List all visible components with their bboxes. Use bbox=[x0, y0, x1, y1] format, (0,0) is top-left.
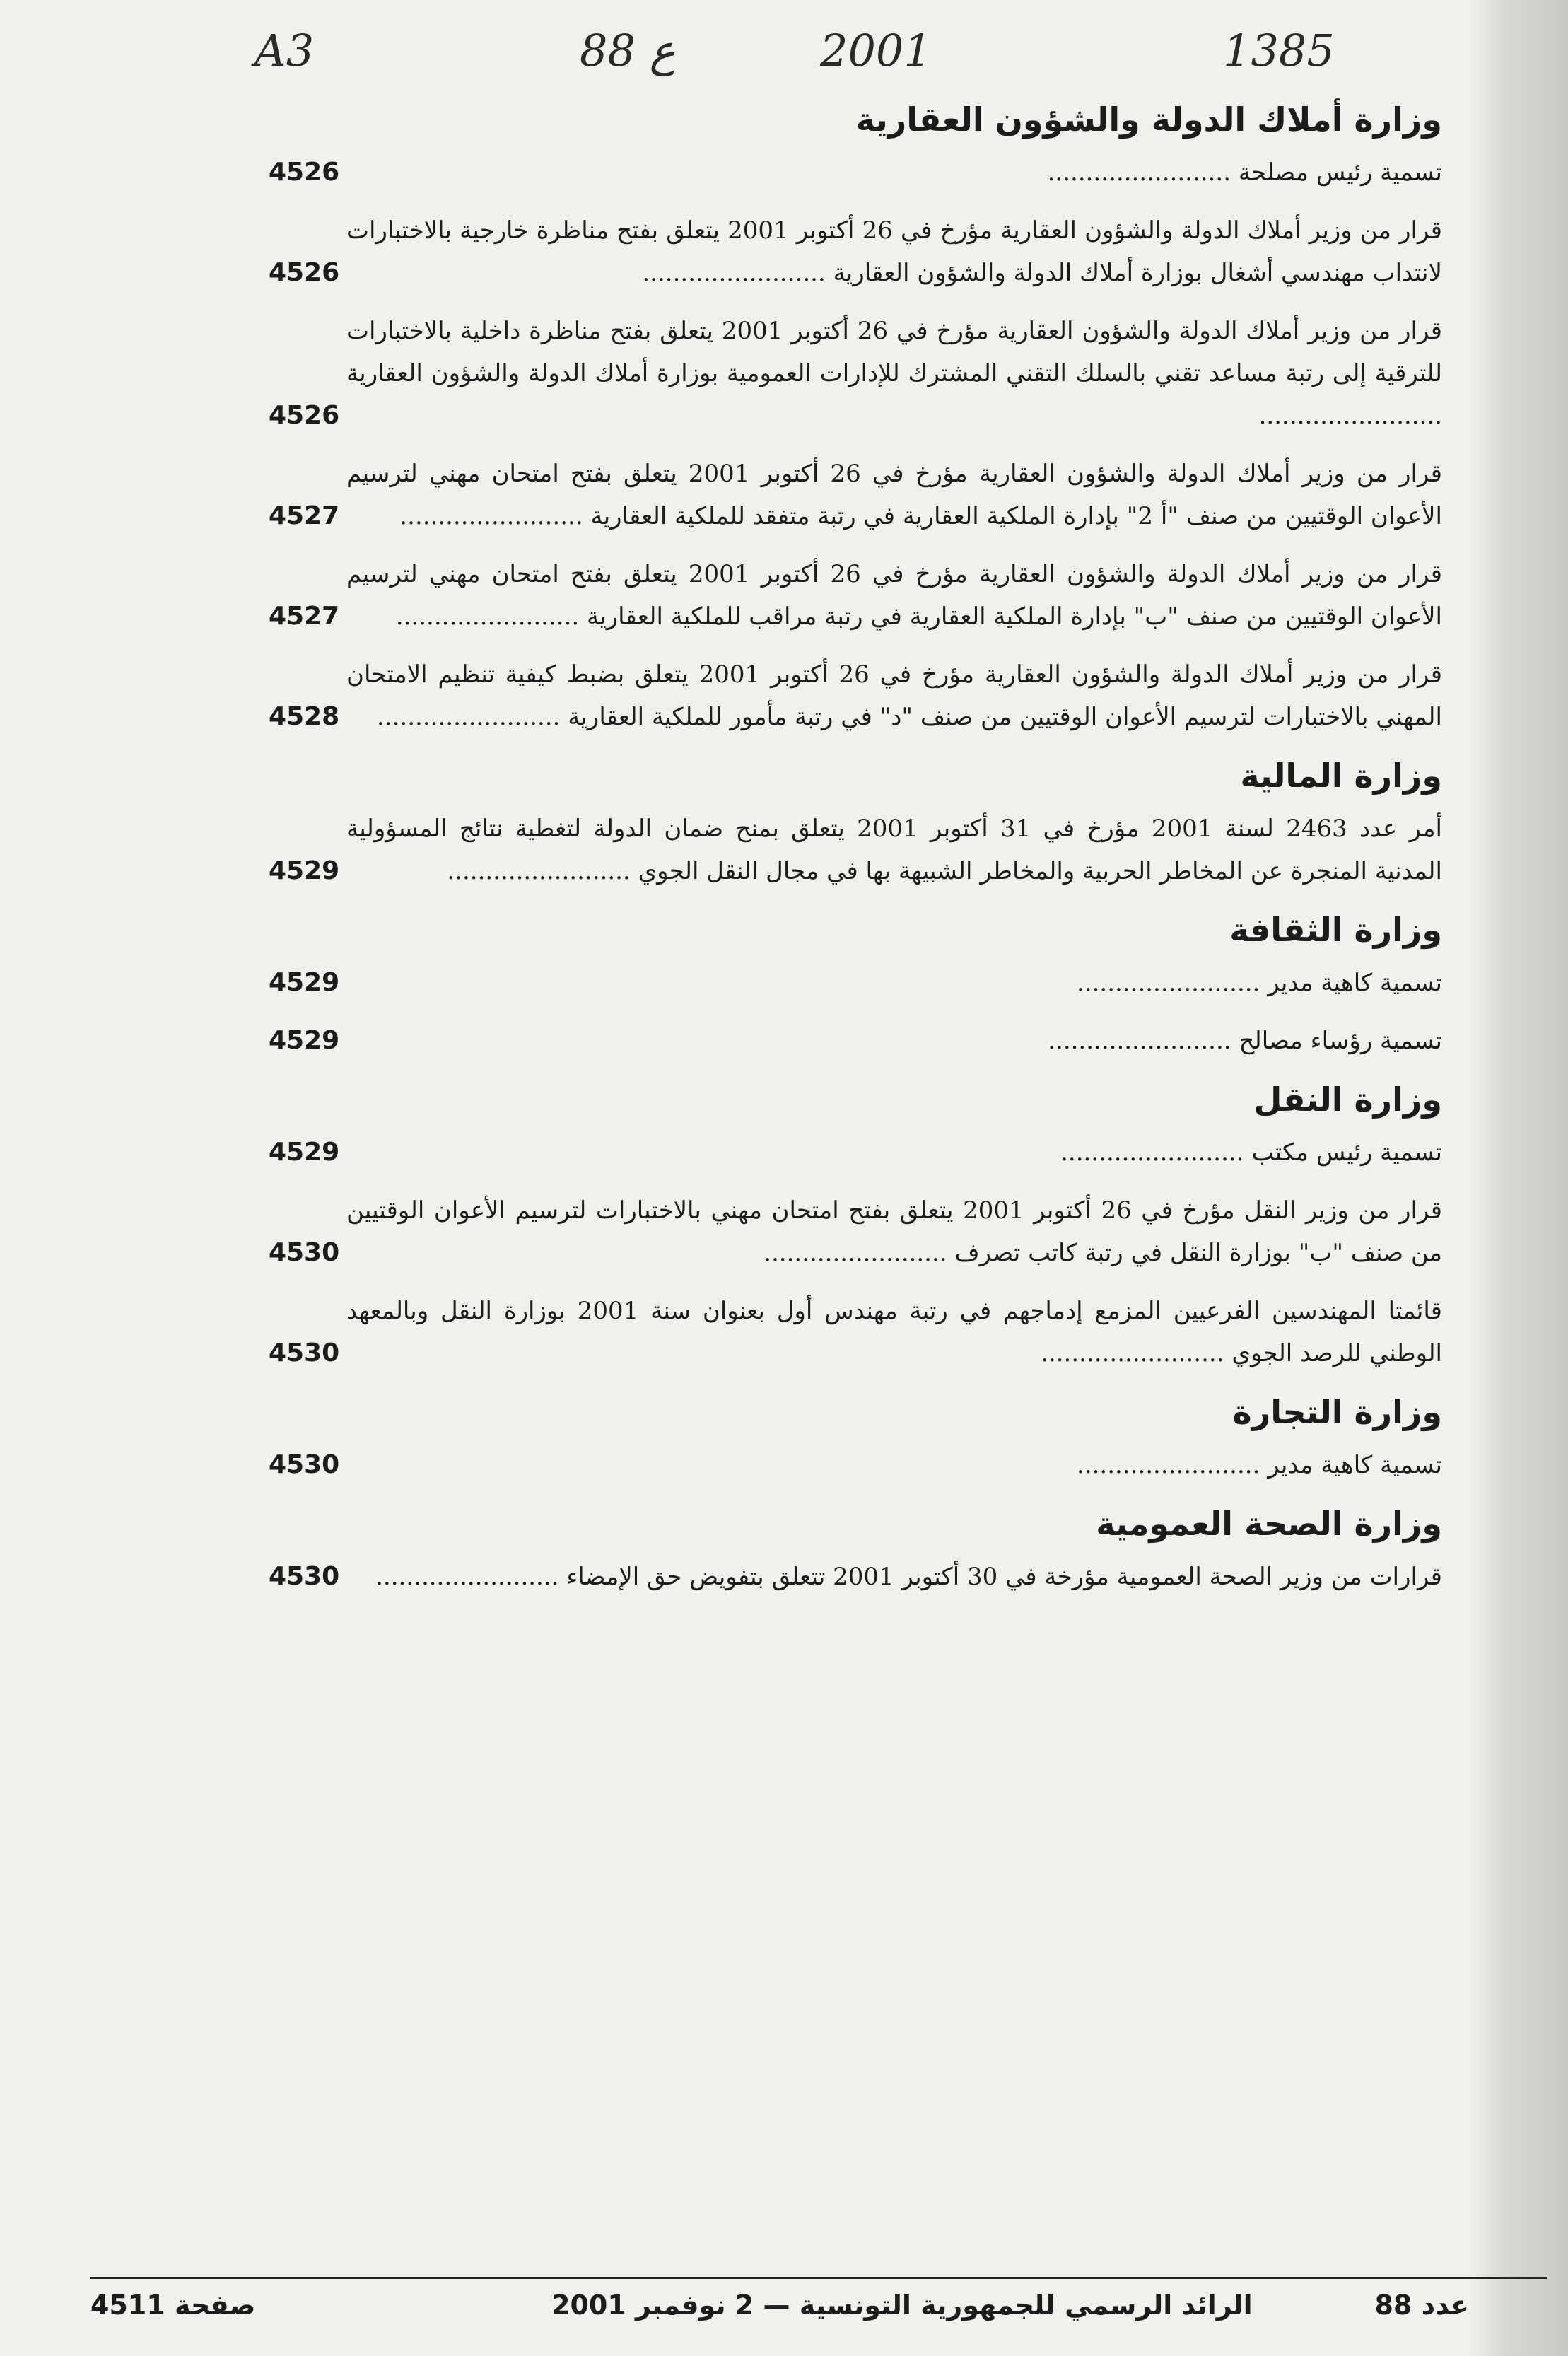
toc-entry-text: قرار من وزير أملاك الدولة والشؤون العقارية مؤرخ في 26 أكتوبر 2001 يتعلق بفتح امتحان مهني لترسيم الأعوان الوقتيين من صنف "أ 2" بإدارة الملكية العقارية في رتبة متفقد للملكية العقارية bbox=[346, 460, 1442, 530]
leader-dots: ........................ bbox=[1076, 1451, 1268, 1479]
toc-entry-text: تسمية رؤساء مصالح bbox=[1239, 1027, 1442, 1055]
toc-page-number: 4530 bbox=[269, 1339, 340, 1367]
footer-page-number: صفحة 4511 bbox=[90, 2290, 256, 2321]
toc-page-number: 4529 bbox=[269, 1026, 340, 1055]
toc-entry-text: تسمية كاهية مدير bbox=[1268, 969, 1442, 997]
toc-entry-text: تسمية رئيس مكتب bbox=[1251, 1138, 1442, 1167]
leader-dots: ........................ bbox=[399, 502, 591, 530]
toc-page-number: 4530 bbox=[269, 1450, 340, 1479]
toc-entry bbox=[269, 962, 1442, 1004]
toc-page-number: 4529 bbox=[269, 1138, 340, 1167]
toc-entry bbox=[269, 1290, 1442, 1375]
toc-page-number: 4527 bbox=[269, 501, 340, 530]
toc-page-number: 4526 bbox=[269, 401, 340, 430]
leader-dots: ........................ bbox=[1041, 1339, 1232, 1367]
leader-dots: ........................ bbox=[642, 259, 833, 287]
handwritten-mark-issue: 88 ع bbox=[580, 25, 676, 76]
toc-entry bbox=[269, 553, 1442, 638]
toc-entry-text: أمر عدد 2463 لسنة 2001 مؤرخ في 31 أكتوبر 2001 يتعلق بمنح ضمان الدولة لتغطية نتائج المسؤولية المدنية المنجرة عن المخاطر الحربية والمخاطر الشبيهة بها في مجال النقل الجوي bbox=[346, 815, 1443, 885]
ministry-heading: وزارة التجارة bbox=[1232, 1393, 1442, 1431]
footer-issue-number: عدد 88 bbox=[1374, 2290, 1469, 2321]
toc-entry-text: قرارات من وزير الصحة العمومية مؤرخة في 30 أكتوبر 2001 تتعلق بتفويض حق الإمضاء bbox=[566, 1563, 1442, 1591]
footer-journal-title: الرائد الرسمي للجمهورية التونسية — 2 نوفمبر 2001 bbox=[551, 2290, 1253, 2321]
toc-entry-text: قرار من وزير أملاك الدولة والشؤون العقارية مؤرخ في 26 أكتوبر 2001 يتعلق بفتح مناظرة داخلية بالاختبارات للترقية إلى رتبة مساعد تقني بالسلك التقني المشترك للإدارات العمومية بوزارة أملاك الدولة والشؤون العقارية bbox=[346, 317, 1442, 387]
leader-dots: ........................ bbox=[1060, 1138, 1252, 1167]
leader-dots: ........................ bbox=[447, 857, 638, 885]
toc-entry-text: قرار من وزير أملاك الدولة والشؤون العقارية مؤرخ في 26 أكتوبر 2001 يتعلق بفتح مناظرة خارجية بالاختبارات لانتداب مهندسي أشغال بوزارة أملاك الدولة والشؤون العقارية bbox=[346, 216, 1442, 287]
toc-entry bbox=[269, 1189, 1442, 1274]
leader-dots: ........................ bbox=[763, 1239, 955, 1267]
toc-entry bbox=[269, 209, 1442, 294]
table-of-contents bbox=[269, 85, 1442, 1614]
toc-page-number: 4530 bbox=[269, 1562, 340, 1591]
toc-page-number: 4528 bbox=[269, 702, 340, 731]
toc-page-number: 4527 bbox=[269, 602, 340, 631]
handwritten-mark-year: 2001 bbox=[820, 25, 932, 76]
leader-dots: ........................ bbox=[1047, 158, 1239, 187]
footer-rule bbox=[90, 2277, 1547, 2279]
toc-entry-text: تسمية رئيس مصلحة bbox=[1238, 158, 1442, 187]
toc-entry bbox=[269, 1131, 1442, 1174]
ministry-heading: وزارة المالية bbox=[1240, 757, 1442, 795]
ministry-heading: وزارة أملاك الدولة والشؤون العقارية bbox=[855, 100, 1442, 139]
toc-entry-text: قرار من وزير أملاك الدولة والشؤون العقارية مؤرخ في 26 أكتوبر 2001 يتعلق بفتح امتحان مهني لترسيم الأعوان الوقتيين من صنف "ب" بإدارة الملكية العقارية في رتبة مراقب للملكية العقارية bbox=[346, 560, 1442, 631]
ministry-heading: وزارة الصحة العمومية bbox=[1096, 1505, 1442, 1543]
toc-entry bbox=[269, 1020, 1442, 1062]
toc-page-number: 4529 bbox=[269, 856, 340, 885]
leader-dots: ........................ bbox=[1076, 969, 1268, 997]
ministry-heading: وزارة النقل bbox=[1253, 1080, 1442, 1119]
handwritten-mark-a3: A3 bbox=[254, 25, 315, 76]
leader-dots: ........................ bbox=[395, 602, 587, 631]
leader-dots: ........................ bbox=[377, 703, 568, 731]
toc-page-number: 4529 bbox=[269, 968, 340, 997]
toc-entry bbox=[269, 807, 1442, 892]
ministry-heading: وزارة الثقافة bbox=[1229, 911, 1442, 949]
handwritten-mark-number: 1385 bbox=[1223, 25, 1335, 76]
leader-dots: ........................ bbox=[1048, 1027, 1239, 1055]
toc-entry-text: تسمية كاهية مدير bbox=[1268, 1451, 1442, 1479]
scanned-page-edge bbox=[1469, 0, 1568, 2356]
toc-page-number: 4526 bbox=[269, 158, 340, 187]
toc-entry bbox=[269, 1444, 1442, 1486]
toc-entry bbox=[269, 653, 1442, 738]
toc-entry bbox=[269, 453, 1442, 537]
leader-dots: ........................ bbox=[1258, 402, 1442, 430]
toc-entry-text: قرار من وزير أملاك الدولة والشؤون العقارية مؤرخ في 26 أكتوبر 2001 يتعلق بضبط كيفية تنظيم الامتحان المهني بالاختبارات لترسيم الأعوان الوقتيين من صنف "د" في رتبة مأمور للملكية العقارية bbox=[346, 660, 1442, 731]
toc-entry bbox=[269, 310, 1442, 437]
toc-entry-text: قرار من وزير النقل مؤرخ في 26 أكتوبر 2001 يتعلق بفتح امتحان مهني بالاختبارات لترسيم الأعوان الوقتيين من صنف "ب" بوزارة النقل في رتبة كاتب تصرف bbox=[346, 1196, 1442, 1267]
leader-dots: ........................ bbox=[375, 1563, 567, 1591]
toc-page-number: 4526 bbox=[269, 258, 340, 287]
toc-entry bbox=[269, 1556, 1442, 1598]
toc-page-number: 4530 bbox=[269, 1238, 340, 1267]
toc-entry bbox=[269, 151, 1442, 194]
toc-entry-text: قائمتا المهندسين الفرعيين المزمع إدماجهم في رتبة مهندس أول بعنوان سنة 2001 بوزارة النقل وبالمعهد الوطني للرصد الجوي bbox=[346, 1297, 1442, 1367]
